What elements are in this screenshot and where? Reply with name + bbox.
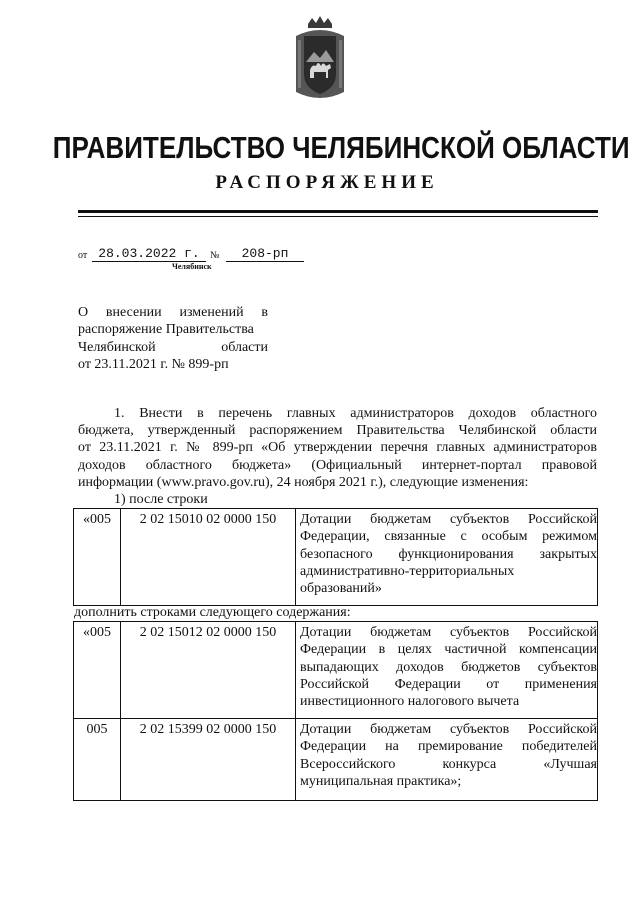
table-row bbox=[74, 622, 598, 719]
document-type: РАСПОРЯЖЕНИЕ bbox=[215, 172, 439, 193]
table-cell-description bbox=[296, 622, 598, 719]
date-label: от bbox=[78, 250, 88, 261]
subject-line: Челябинской области bbox=[78, 339, 268, 355]
body-paragraph bbox=[78, 405, 597, 491]
document-meta bbox=[78, 246, 378, 264]
number-label: № bbox=[210, 250, 220, 261]
description-line: Федерации на премирование победителей bbox=[300, 739, 597, 755]
government-title: ПРАВИТЕЛЬСТВО ЧЕЛЯБИНСКОЙ ОБЛАСТИ bbox=[52, 130, 630, 165]
table-cell-description bbox=[296, 719, 598, 801]
city-label: Челябинск bbox=[172, 262, 212, 271]
sub-item-label: 1) после строки bbox=[114, 492, 208, 507]
header-rule-thin bbox=[78, 216, 598, 217]
table-cell-admin-code: 005 bbox=[74, 719, 121, 801]
body-line: бюджета, утвержденный распоряжением Правительства Челябинской области bbox=[78, 423, 597, 439]
table-cell-admin-code: «005 bbox=[74, 622, 121, 719]
document-date: 28.03.2022 г. bbox=[92, 246, 206, 262]
description-line: муниципальная практика»; bbox=[300, 773, 462, 789]
table-after bbox=[73, 621, 598, 801]
description-line: Дотации бюджетам субъектов Российской bbox=[300, 625, 597, 640]
description-line: Дотации бюджетам субъектов Российской bbox=[300, 722, 597, 737]
description-line: образований» bbox=[300, 581, 382, 597]
body-line: информации (www.pravo.gov.ru), 24 ноября 2021 г.), следующие изменения: bbox=[78, 474, 529, 490]
body-line: доходов областного бюджета» (Официальный интернет-портал правовой bbox=[78, 457, 597, 473]
body-line: 1. Внести в перечень главных администраторов доходов областного bbox=[114, 406, 597, 421]
table-cell-admin-code: «005 bbox=[74, 509, 121, 606]
coat-of-arms-icon bbox=[290, 14, 350, 104]
document-number: 208-рп bbox=[226, 246, 304, 262]
subject-line: О внесении изменений в bbox=[78, 305, 268, 320]
description-line: Всероссийского конкурса «Лучшая bbox=[300, 756, 597, 772]
subject-line: от 23.11.2021 г. № 899-рп bbox=[78, 356, 229, 372]
description-line: Дотации бюджетам субъектов Российской bbox=[300, 512, 597, 527]
table-cell-description bbox=[296, 509, 598, 606]
table-row bbox=[74, 719, 598, 801]
table-cell-revenue-code: 2 02 15399 02 0000 150 bbox=[121, 719, 296, 801]
document-subject bbox=[78, 304, 268, 373]
body-line: от 23.11.2021 г. № 899-рп «Об утверждении перечня главных администраторов bbox=[78, 440, 597, 456]
description-line: выпадающих доходов бюджетов субъектов bbox=[300, 659, 597, 675]
subject-line: распоряжение Правительства bbox=[78, 322, 254, 338]
description-line: Федерации, связанные с особым режимом bbox=[300, 529, 597, 545]
table-before bbox=[73, 508, 598, 606]
description-line: Российской Федерации от применения bbox=[300, 676, 597, 692]
description-line: безопасного функционирования закрытых bbox=[300, 546, 597, 562]
description-line: инвестиционного налогового вычета bbox=[300, 694, 520, 710]
description-line: Федерации в целях частичной компенсации bbox=[300, 642, 597, 658]
add-rows-label: дополнить строками следующего содержания: bbox=[74, 605, 351, 620]
table-row bbox=[74, 509, 598, 606]
description-line: административно-территориальных bbox=[300, 563, 515, 579]
table-cell-revenue-code: 2 02 15010 02 0000 150 bbox=[121, 509, 296, 606]
table-cell-revenue-code: 2 02 15012 02 0000 150 bbox=[121, 622, 296, 719]
header-rule-thick bbox=[78, 210, 598, 213]
